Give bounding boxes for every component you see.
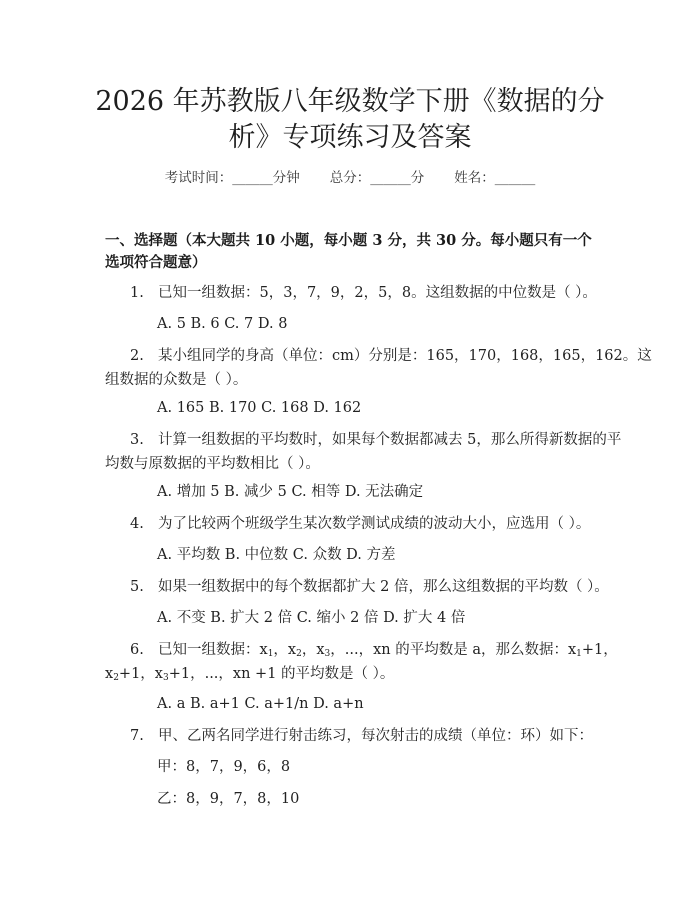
question-5: [130, 577, 609, 597]
question-3-options: A. 增加 5 B. 减少 5 C. 相等 D. 无法确定: [157, 484, 424, 500]
total-score-field: 总分：______分: [329, 170, 425, 186]
question-number: 2.: [130, 348, 144, 364]
question-number: 5.: [130, 579, 144, 595]
document-title-line-1: 2026 年苏教版八年级数学下册《数据的分: [95, 86, 605, 117]
question-7-data-b: 乙：8，9，7，8，10: [157, 791, 300, 807]
question-5-options: A. 不变 B. 扩大 2 倍 C. 缩小 2 倍 D. 扩大 4 倍: [157, 610, 466, 626]
question-number: 1.: [130, 285, 144, 301]
exam-time-field: 考试时间：______分钟: [164, 170, 300, 186]
question-1: [130, 283, 597, 303]
question-6-continuation: $x_2+1$，$x_3+1$，...，xn +1 的平均数是（ ）。: [105, 666, 395, 683]
question-text: 某小组同学的身高（单位：cm）分别是：165，170，168，165，162。这: [158, 348, 652, 364]
question-3-continuation: 均数与原数据的平均数相比（ ）。: [105, 456, 320, 472]
document-title-line-2: 析》专项练习及答案: [228, 122, 472, 153]
question-3: [130, 430, 621, 450]
question-7: [130, 726, 593, 746]
question-7-data-a: 甲：8，7，9，6，8: [157, 759, 291, 775]
question-2-options: A. 165 B. 170 C. 168 D. 162: [157, 400, 362, 416]
student-name-field: 姓名：______: [454, 170, 536, 186]
question-6-options: A. a B. a+1 C. a+1/n D. a+n: [157, 696, 364, 712]
question-number: 6.: [130, 642, 144, 658]
question-2-continuation: 组数据的众数是（ ）。: [105, 372, 248, 388]
question-text: 甲、乙两名同学进行射击练习，每次射击的成绩（单位：环）如下：: [158, 728, 593, 744]
question-2: [130, 346, 652, 366]
exam-meta: [0, 168, 700, 188]
question-text: 为了比较两个班级学生某次数学测试成绩的波动大小，应选用（ ）。: [158, 516, 591, 532]
question-4: [130, 514, 590, 534]
question-number: 3.: [130, 432, 144, 448]
question-text: 如果一组数据中的每个数据都扩大 2 倍，那么这组数据的平均数（ ）。: [158, 579, 609, 595]
question-text: 计算一组数据的平均数时，如果每个数据都减去 5，那么所得新数据的平: [158, 432, 622, 448]
question-1-options: A. 5 B. 6 C. 7 D. 8: [157, 316, 288, 332]
question-6: [130, 640, 618, 664]
question-number: 7.: [130, 728, 144, 744]
question-text: 已知一组数据：$x_1$，$x_2$，$x_3$，...，xn 的平均数是 a，那么数据：$x_1+1$，: [158, 642, 618, 659]
question-text: 已知一组数据：5，3，7，9，2，5，8。这组数据的中位数是（ ）。: [158, 285, 597, 301]
question-number: 4.: [130, 516, 144, 532]
question-4-options: A. 平均数 B. 中位数 C. 众数 D. 方差: [157, 547, 396, 563]
section-title-multiple-choice: 一、选择题（本大题共 10 小题，每小题 3 分，共 30 分。每小题只有一个选项符合题意）: [105, 232, 592, 271]
